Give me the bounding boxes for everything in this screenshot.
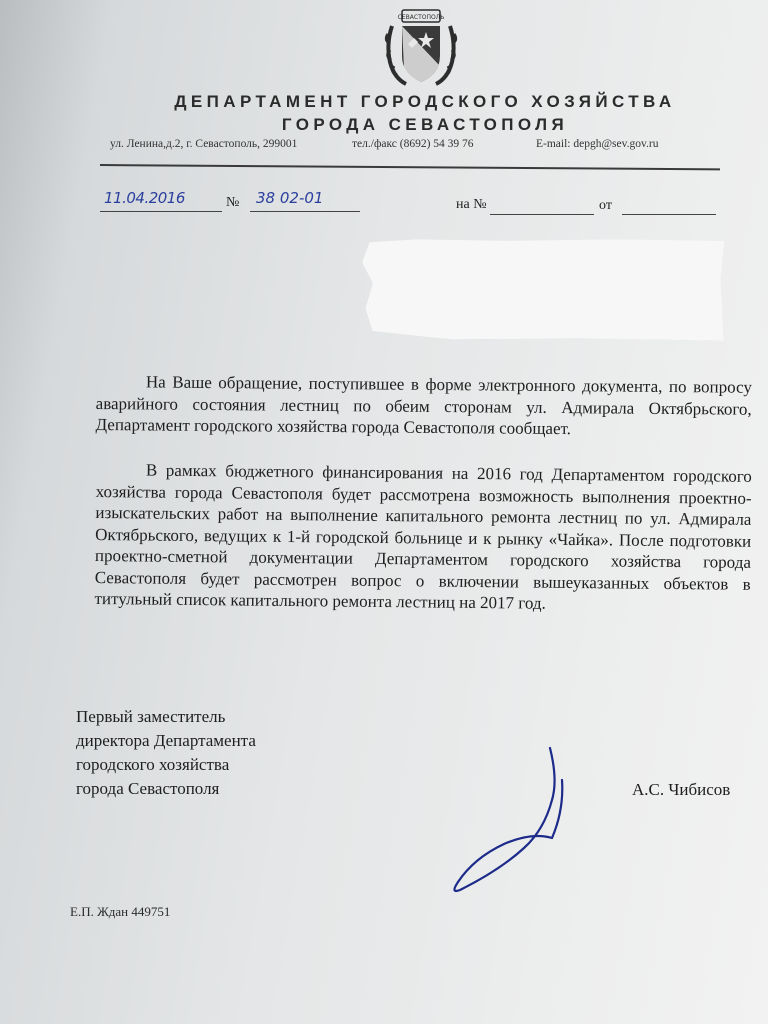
- svg-text:СЕВАСТОПОЛЬ: СЕВАСТОПОЛЬ: [397, 14, 445, 21]
- department-title-line2: ГОРОДА СЕВАСТОПОЛЯ: [281, 115, 569, 134]
- body-paragraph-1: [95, 371, 752, 441]
- department-title-line1: ДЕПАРТАМЕНТ ГОРОДСКОГО ХОЗЯЙСТВА: [174, 92, 676, 111]
- department-phone: тел./факс (8692) 54 39 76: [352, 138, 474, 150]
- outgoing-number: 38 02-01: [256, 189, 324, 207]
- redacted-addressee-patch: [362, 237, 725, 341]
- position-line-1: Первый заместитель: [76, 707, 226, 726]
- incoming-number-underline: [490, 214, 594, 215]
- number-label: №: [226, 195, 240, 210]
- executor-contact: Е.П. Ждан 449751: [70, 904, 171, 919]
- position-line-3: городского хозяйства: [76, 755, 230, 774]
- paragraph-1-text: На Ваше обращение, поступившее в форме электронного документа, по вопросу аварийного состояния лестниц по обеим сторонам ул. Адмирала Октябрьского, Департамент городского хозяйства города Севастополя сообщает.: [95, 372, 752, 439]
- incoming-date-underline: [622, 214, 716, 215]
- incoming-date-label: от: [599, 198, 612, 213]
- header-divider: [100, 164, 720, 170]
- incoming-number-label: на №: [456, 197, 487, 212]
- outgoing-date: 11.04.2016: [104, 189, 185, 207]
- department-email: E-mail: depgh@sev.gov.ru: [536, 138, 659, 150]
- paragraph-2-text: В рамках бюджетного финансирования на 2016 год Департаментом городского хозяйства города Севастополя будет рассмотрена возможность выполнения проектно-изыскательских работ на выполнение капитального ремонта лестниц по ул. Адмирала Октябрьского, ведущих к 1-й городской больнице и к рынку «Чайка». После подготовки проектно-сметной документации Департаментом городского хозяйства города Севастополя будет рассмотрен вопрос о включении вышеуказанных объектов в титульный список капитального ремонта лестниц на 2017 год.: [94, 460, 752, 613]
- signatory-position: [76, 705, 256, 801]
- department-address: ул. Ленина,д.2, г. Севастополь, 299001: [110, 138, 298, 150]
- number-underline: [250, 211, 360, 212]
- signatory-name: А.С. Чибисов: [632, 780, 731, 799]
- position-line-2: директора Департамента: [76, 731, 256, 750]
- coat-of-arms-emblem: [378, 4, 464, 90]
- body-paragraph-2: [94, 459, 752, 616]
- position-line-4: города Севастополя: [76, 779, 220, 798]
- handwritten-signature: [440, 740, 580, 895]
- date-underline: [100, 211, 222, 212]
